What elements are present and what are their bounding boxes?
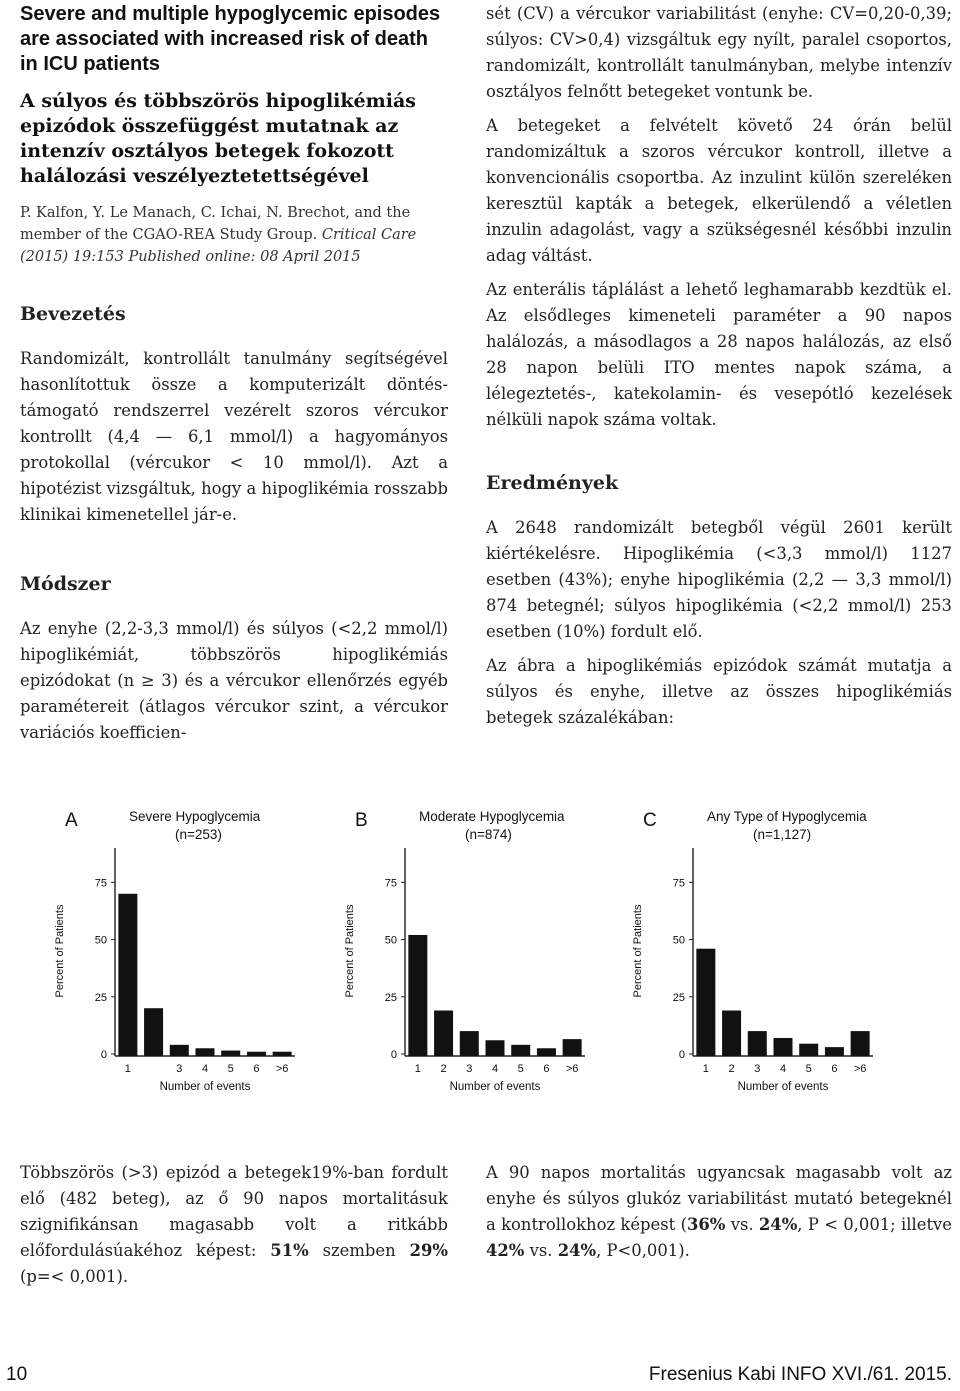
mortality-36: 36%: [686, 1215, 726, 1234]
panel-a-bar-1: [118, 894, 137, 1056]
results-paragraph-2: Az ábra a hipoglikémiás epizódok számát mutatja a súlyos és enyhe, illetve az összes hipoglikémiás betegek százalékában:: [486, 656, 952, 727]
results-paragraph-1: A 2648 randomizált betegből végül 2601 került kiértékelésre. Hipoglikémia (<3,3 mmol/l) 1127 esetben (43%); enyhe hipoglikémia (2,2 — 3,3 mmol/l) 874 betegnél; súlyos hipoglikémia (<2,2 mmol/l) 253 esetben (10%) fordult elő.: [486, 518, 952, 641]
panel-a-ylabel: Percent of Patients: [54, 904, 66, 998]
bottom-left-text: [20, 1160, 448, 1290]
bar-charts-svg: [45, 798, 915, 1110]
panel-c-ytick-label-0: 0: [678, 1049, 685, 1061]
var-text-mid2: , P < 0,001; illetve: [797, 1215, 952, 1234]
var-text-pre: A 90 napos mortalitás ugyancsak magasabb volt az enyhe és súlyos glukóz variabilitást mutató betegeknél a kontrollokhoz képest (: [486, 1163, 952, 1234]
panel-c-ytick-label-25: 25: [672, 991, 685, 1004]
panel-a-bar-6: [247, 1052, 266, 1056]
panel-c-xtick-label-0: 1: [702, 1063, 709, 1075]
intro-paragraph: Randomizált, kontrollált tanulmány segítségével hasonlítottuk össze a komputerizált döntés-támogató rendszerrel vezérelt szoros vércukor kontrollt (4,4 — 6,1 mmol/l) a hagyományos protokollal (vércukor < 10 mmol/l). Azt a hipotézist vizsgáltuk, hogy a hipoglikémia rosszabb klinikai kimenetellel jár-e.: [20, 349, 448, 524]
journal-name: Fresenius Kabi INFO XVI./61. 2015.: [648, 1364, 952, 1385]
panel-c-bar-1: [696, 949, 715, 1056]
panel-a-bar-4: [196, 1048, 215, 1056]
panel-b-xtick-label-5: 6: [543, 1063, 550, 1075]
panel-c-bar-6: [825, 1047, 844, 1056]
multiple-episodes-paragraph: [20, 1160, 448, 1290]
citation-text: Critical Care (2015) 19:153 Published online: 08 April 2015: [20, 227, 417, 265]
panel-b-subtitle: (n=874): [465, 827, 512, 842]
article-title-english: Severe and multiple hypoglycemic episodes are associated with increased risk of death in ICU patients: [20, 3, 441, 75]
article-title-hungarian: A súlyos és többszörös hipoglikémiás epizódok összefüggést mutatnak az intenzív osztályos betegek fokozott halálozási veszélyeztetettségével: [20, 90, 416, 187]
panel-c-xtick-label-4: 5: [805, 1063, 812, 1075]
page-number: 10: [6, 1364, 28, 1385]
intro-heading: Bevezetés: [20, 303, 126, 325]
panel-b-xlabel: Number of events: [449, 1081, 541, 1093]
panel-a-bar-5: [221, 1051, 240, 1056]
multi-text-mid: szemben: [308, 1241, 410, 1260]
panel-c-bar-5: [799, 1044, 818, 1056]
bottom-right-text: [486, 1160, 952, 1264]
panel-a-xtick-label-3: 4: [201, 1063, 209, 1075]
panel-b-ylabel: Percent of Patients: [344, 904, 356, 998]
panel-b-xtick-label-6: >6: [565, 1063, 579, 1075]
panel-b-bar-6: [537, 1048, 556, 1056]
article-authors: [20, 202, 448, 268]
panel-b-bar->6: [563, 1039, 582, 1056]
var-text-post: , P<0,001).: [596, 1241, 690, 1260]
panel-b-xtick-label-2: 3: [466, 1063, 473, 1075]
methods-paragraph-randomization: A betegeket a felvételt követő 24 órán belül randomizáltuk a szoros vércukor kontroll, illetve a konvencionális csoportba. Az inzulint külön szereléken keresztül kapták a betegek, elkerülendő a véletlen inzulin adagolást, vagy a szükségesnél későbbi inzulin adag váltást.: [486, 116, 952, 265]
panel-b-ytick-label-75: 75: [384, 877, 397, 890]
panel-c-xtick-label-6: >6: [853, 1063, 867, 1075]
panel-a-xtick-label-4: 5: [227, 1063, 234, 1075]
var-text-mid1: vs.: [725, 1215, 759, 1234]
panel-c-title: Any Type of Hypoglycemia: [707, 809, 867, 824]
panel-b-xtick-label-0: 1: [414, 1063, 421, 1075]
panel-c-bar-3: [748, 1031, 767, 1056]
left-column: [20, 0, 448, 746]
panel-b-bar-3: [460, 1031, 479, 1056]
panel-a-letter: A: [65, 810, 78, 831]
multi-text-post: (p=< 0,001).: [20, 1267, 129, 1286]
panel-c-letter: C: [643, 810, 657, 831]
panel-c-bar-2: [722, 1011, 741, 1056]
methods-paragraph-outcomes: Az enterális táplálást a lehető leghamarabb kezdtük el. Az elsődleges kimeneteli paraméter a 90 napos halálozás, a másodlagos a 28 napos halálozás, az első 28 napon belüli ITO mentes napok száma, a lélegeztetés-, katekolamin- és vesepótló kezelések nélküli napok száma voltak.: [486, 280, 952, 429]
panel-a-xtick-label-0: 1: [124, 1063, 131, 1075]
panel-a-ytick-label-50: 50: [94, 934, 107, 947]
panel-c-ytick-label-75: 75: [672, 877, 685, 890]
panel-a-xtick-label-6: >6: [275, 1063, 289, 1075]
panel-c-xtick-label-2: 3: [754, 1063, 761, 1075]
mortality-24-b: 24%: [557, 1241, 597, 1260]
panel-c-bar-4: [774, 1038, 793, 1056]
panel-c-bar->6: [851, 1031, 870, 1056]
panel-a-bar-2: [144, 1008, 163, 1056]
panel-a-title: Severe Hypoglycemia: [129, 809, 261, 824]
panel-a-ytick-label-75: 75: [94, 877, 107, 890]
methods-paragraph-part1: Az enyhe (2,2-3,3 mmol/l) és súlyos (<2,2 mmol/l) hipoglikémiát, többszörös hipoglikémiás epizódokat (n ≥ 3) és a vércukor ellenőrzés egyéb paramétereit (átlagos vércukor szint, a vércukor variációs koefficien-: [20, 619, 448, 742]
panel-b-bar-2: [434, 1011, 453, 1056]
panel-b-bar-4: [486, 1040, 505, 1056]
methods-heading: Módszer: [20, 573, 111, 595]
panel-a-ytick-label-25: 25: [94, 991, 107, 1004]
panel-c-subtitle: (n=1,127): [753, 827, 812, 842]
panel-c-xtick-label-1: 2: [728, 1063, 735, 1075]
var-text-mid3: vs.: [524, 1241, 558, 1260]
panel-b-letter: B: [355, 810, 368, 831]
hypoglycemia-figure: [45, 798, 915, 1110]
panel-a-xtick-label-2: 3: [176, 1063, 183, 1075]
panel-a-xlabel: Number of events: [159, 1081, 251, 1093]
panel-a-subtitle: (n=253): [175, 827, 222, 842]
panel-c-xtick-label-5: 6: [831, 1063, 838, 1075]
panel-b-ytick-label-50: 50: [384, 934, 397, 947]
methods-paragraph-part2: sét (CV) a vércukor variabilitást (enyhe: CV=0,20-0,39; súlyos: CV>0,4) vizsgáltuk egy nyílt, paralel csoportos, randomizált, kontrollált tanulmányban, melybe intenzív osztályos felnőtt betegeket vontunk be.: [486, 4, 952, 101]
panel-c-ytick-label-50: 50: [672, 934, 685, 947]
panel-b-xtick-label-1: 2: [440, 1063, 447, 1075]
panel-b-bar-5: [511, 1045, 530, 1056]
mortality-42: 42%: [486, 1241, 525, 1260]
panel-a-bar->6: [273, 1052, 292, 1056]
panel-b-xtick-label-4: 5: [517, 1063, 524, 1075]
panel-b-ytick-label-0: 0: [390, 1049, 397, 1061]
authors-text: P. Kalfon, Y. Le Manach, C. Ichai, N. Brechot, and the member of the CGAO-REA Study Group.: [20, 205, 411, 243]
panel-b-bar-1: [408, 935, 427, 1056]
results-heading: Eredmények: [486, 472, 619, 494]
right-column: [486, 0, 952, 731]
multi-text-pre: Többszörös (>3) epizód a betegek19%-ban fordult elő (482 beteg), az ő 90 napos mortalitásuk szignifikánsan magasabb volt a ritkább előfordulásúakéhoz képest:: [20, 1163, 448, 1260]
panel-c-xlabel: Number of events: [737, 1081, 829, 1093]
panel-a-ytick-label-0: 0: [100, 1049, 107, 1061]
variability-paragraph: [486, 1160, 952, 1264]
mortality-24-a: 24%: [758, 1215, 798, 1234]
panel-a-xtick-label-5: 6: [253, 1063, 260, 1075]
panel-b-xtick-label-3: 4: [491, 1063, 499, 1075]
mortality-29: 29%: [409, 1241, 448, 1260]
panel-a-bar-3: [170, 1045, 189, 1056]
panel-b-title: Moderate Hypoglycemia: [419, 809, 565, 824]
panel-c-xtick-label-3: 4: [779, 1063, 787, 1075]
panel-c-ylabel: Percent of Patients: [632, 904, 644, 998]
panel-b-ytick-label-25: 25: [384, 991, 397, 1004]
mortality-51: 51%: [270, 1241, 309, 1260]
